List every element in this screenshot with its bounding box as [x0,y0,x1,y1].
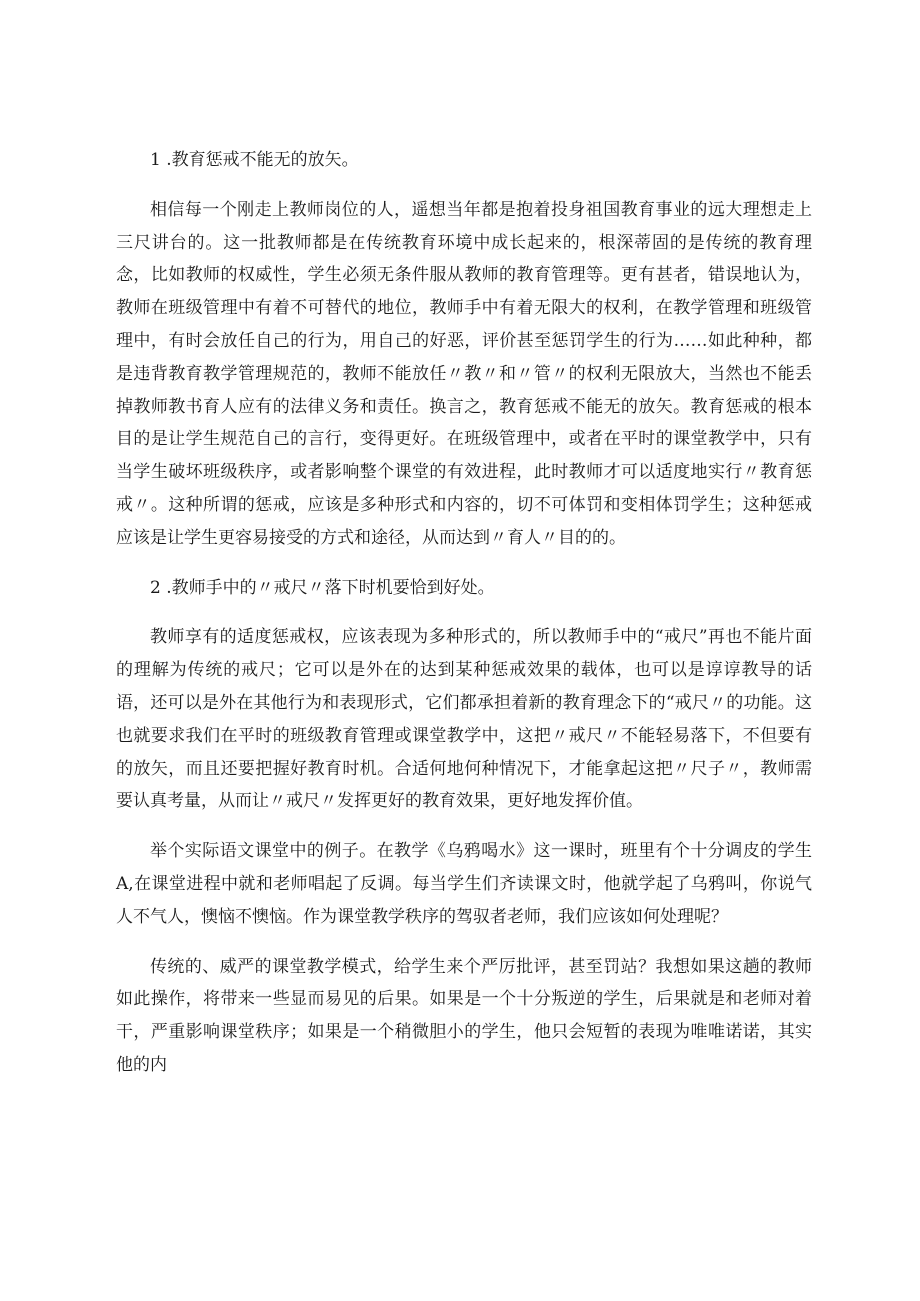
paragraph-1: 相信每一个刚走上教师岗位的人，遥想当年都是抱着投身祖国教育事业的远大理想走上三尺讲台的。这一批教师都是在传统教育环境中成长起来的，根深蒂固的是传统的教育理念，比如教师的权威性，学生必须无条件服从教师的教育管理等。更有甚者，错误地认为，教师在班级管理中有着不可替代的地位，教师手中有着无限大的权利，在教学管理和班级管理中，有时会放任自己的行为，用自己的好恶，评价甚至惩罚学生的行为……如此种种，都是违背教育教学管理规范的，教师不能放任〃教〃和〃管〃的权利无限放大，当然也不能丢掉教师教书育人应有的法律义务和责任。换言之，教育惩戒不能无的放矢。教育惩戒的根本目的是让学生规范自己的言行，变得更好。在班级管理中，或者在平时的课堂教学中，只有当学生破坏班级秩序，或者影响整个课堂的有效进程，此时教师才可以适度地实行〃教育惩戒〃。这种所谓的惩戒，应该是多种形式和内容的，切不可体罚和变相体罚学生；这种惩戒应该是让学生更容易接受的方式和途径，从而达到〃育人〃目的的。 [116,199,812,548]
paragraph-2: 教师享有的适度惩戒权，应该表现为多种形式的，所以教师手中的“戒尺”再也不能片面的理解为传统的戒尺；它可以是外在的达到某种惩戒效果的载体，也可以是谆谆教导的话语，还可以是外在其他行为和表现形式，它们都承担着新的教育理念下的“戒尺〃的功能。这也就要求我们在平时的班级教育管理或课堂教学中，这把〃戒尺〃不能轻易落下，不但要有的放矢，而且还要把握好教育时机。合适何地何种情况下，才能拿起这把〃尺子〃，教师需要认真考量，从而让〃戒尺〃发挥更好的教育效果，更好地发挥价值。 [116,627,812,812]
spacer [116,555,812,572]
section-heading-1: 1 .教育惩戒不能无的放矢。 [150,150,359,170]
section-heading-2: 2 .教师手中的〃戒尺〃落下时机要恰到好处。 [150,577,495,598]
paragraph-3: 举个实际语文课堂中的例子。在教学《乌鸦喝水》这一课时，班里有个十分调皮的学生A,在课堂进程中就和老师唱起了反调。每当学生们齐读课文时，他就学起了乌鸦叫，你说气人不气人，懊恼不懊恼。作为课堂教学秩序的驾驭者老师，我们应该如何处理呢？ [116,841,812,927]
spacer [116,934,812,951]
spacer [116,177,812,194]
spacer [116,604,812,621]
document-page [116,144,812,1082]
paragraph-4: 传统的、威严的课堂教学模式，给学生来个严厉批评，甚至罚站？我想如果这趟的教师如此操作，将带来一些显而易见的后果。如果是一个十分叛逆的学生，后果就是和老师对着干，严重影响课堂秩序；如果是一个稍微胆小的学生，他只会短暂的表现为唯唯诺诺，其实他的内 [116,956,812,1075]
spacer [116,818,812,835]
